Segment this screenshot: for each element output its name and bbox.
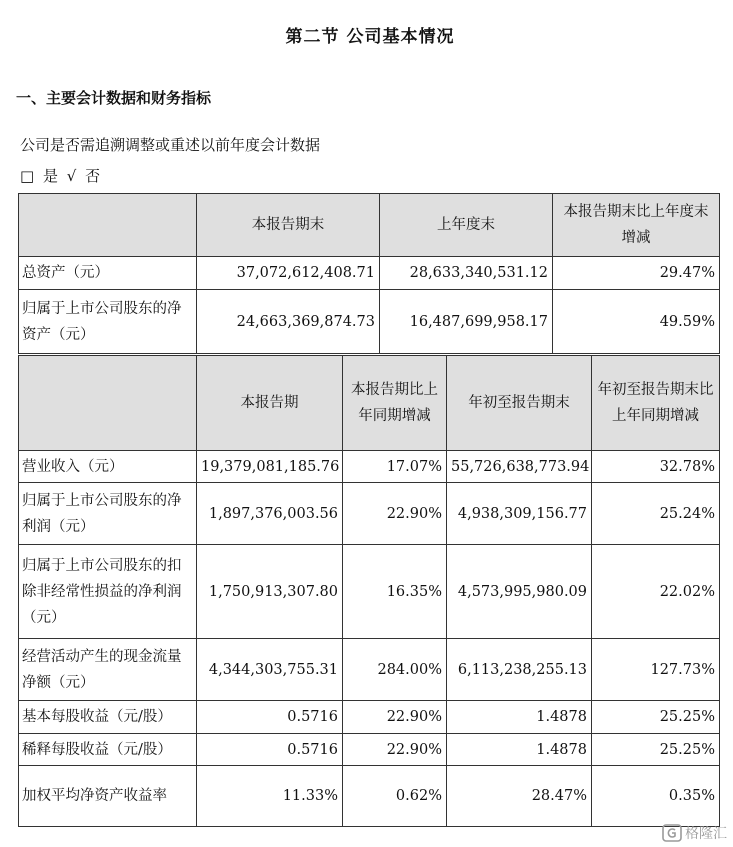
cell-value: 4,573,995,980.09 [447, 545, 592, 639]
row-label: 营业收入（元） [19, 451, 197, 483]
table-row [19, 257, 720, 290]
row-label: 经营活动产生的现金流量净额（元） [19, 639, 197, 701]
header-prior-year-end: 上年度末 [380, 194, 553, 257]
row-label: 总资产（元） [19, 257, 197, 290]
cell-value: 4,344,303,755.31 [197, 639, 343, 701]
header-period: 本报告期 [197, 356, 343, 451]
cell-value: 28.47% [447, 766, 592, 827]
table-row [19, 734, 720, 766]
row-label: 稀释每股收益（元/股） [19, 734, 197, 766]
answer-no-label: 否 [85, 167, 101, 185]
header-period-change: 本报告期比上年同期增减 [343, 356, 447, 451]
cell-value: 1.4878 [447, 734, 592, 766]
cell-value: 0.5716 [197, 734, 343, 766]
cell-value: 28,633,340,531.12 [380, 257, 553, 290]
cell-value: 22.90% [343, 701, 447, 734]
cell-value: 22.90% [343, 483, 447, 545]
cell-value: 127.73% [592, 639, 720, 701]
cell-value: 17.07% [343, 451, 447, 483]
cell-value: 1,750,913,307.80 [197, 545, 343, 639]
cell-value: 49.59% [553, 290, 720, 354]
header-period-end: 本报告期末 [197, 194, 380, 257]
header-ytd-change: 年初至报告期末比上年同期增减 [592, 356, 720, 451]
row-label: 加权平均净资产收益率 [19, 766, 197, 827]
table-row [19, 766, 720, 827]
restatement-answer [20, 165, 104, 186]
table-row [19, 545, 720, 639]
restatement-question: 公司是否需追溯调整或重述以前年度会计数据 [20, 136, 321, 154]
checkbox-icon: □ [20, 167, 35, 185]
performance-table [18, 355, 720, 827]
table-row [19, 701, 720, 734]
table-row [19, 290, 720, 354]
cell-value: 37,072,612,408.71 [197, 257, 380, 290]
row-label: 归属于上市公司股东的净利润（元） [19, 483, 197, 545]
balance-table [18, 193, 720, 354]
cell-value: 25.25% [592, 701, 720, 734]
cell-value: 0.35% [592, 766, 720, 827]
cell-value: 11.33% [197, 766, 343, 827]
cell-value: 1,897,376,003.56 [197, 483, 343, 545]
gelonghui-logo-icon [662, 824, 682, 842]
table-row [19, 483, 720, 545]
cell-value: 29.47% [553, 257, 720, 290]
cell-value: 16.35% [343, 545, 447, 639]
header-blank [19, 356, 197, 451]
row-label: 归属于上市公司股东的净资产（元） [19, 290, 197, 354]
header-change: 本报告期末比上年度末增减 [553, 194, 720, 257]
cell-value: 16,487,699,958.17 [380, 290, 553, 354]
answer-yes-label: 是 [42, 167, 58, 185]
cell-value: 22.02% [592, 545, 720, 639]
cell-value: 284.00% [343, 639, 447, 701]
cell-value: 4,938,309,156.77 [447, 483, 592, 545]
watermark-text: 格隆汇 [685, 826, 727, 842]
watermark [662, 823, 727, 843]
cell-value: 25.24% [592, 483, 720, 545]
page-title: 第二节 公司基本情况 [285, 27, 455, 47]
cell-value: 6,113,238,255.13 [447, 639, 592, 701]
table-row [19, 639, 720, 701]
cell-value: 1.4878 [447, 701, 592, 734]
row-label: 基本每股收益（元/股） [19, 701, 197, 734]
cell-value: 32.78% [592, 451, 720, 483]
cell-value: 19,379,081,185.76 [197, 451, 343, 483]
row-label: 归属于上市公司股东的扣除非经常性损益的净利润（元） [19, 545, 197, 639]
cell-value: 25.25% [592, 734, 720, 766]
cell-value: 0.62% [343, 766, 447, 827]
cell-value: 22.90% [343, 734, 447, 766]
header-ytd: 年初至报告期末 [447, 356, 592, 451]
cell-value: 0.5716 [197, 701, 343, 734]
cell-value: 24,663,369,874.73 [197, 290, 380, 354]
cell-value: 55,726,638,773.94 [447, 451, 592, 483]
section-heading: 一、主要会计数据和财务指标 [16, 89, 212, 107]
table-row [19, 451, 720, 483]
checkmark-icon: √ [66, 167, 77, 185]
header-blank [19, 194, 197, 257]
